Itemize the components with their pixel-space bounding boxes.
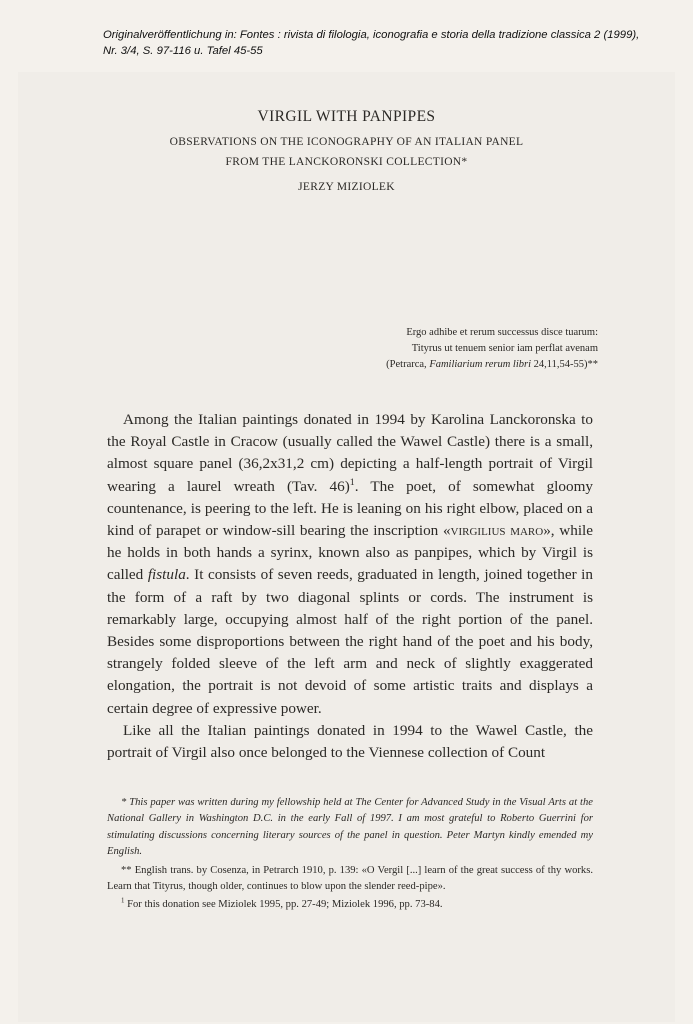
citation-line-2: Nr. 3/4, S. 97-116 u. Tafel 45-55 [103, 45, 263, 57]
body-paragraph-1: Among the Italian paintings donated in 1994 by Karolina Lanckoronska to the Royal Castle in Cracow (usually called the Wawel Castle) there is a small, almost square panel (36,2x31,2 cm) depicting a half-length portrait of Virgil wearing a laurel wreath (Tav. 46)$^1$. The poet, of somewhat gloomy countenance, is peering to the left. He is leaning on his right elbow, placed on a kind of parapet or window-sill bearing the inscription «virgilius maro», while he holds in both hands a syrinx, known also as panpipes, which by Virgil is called fistula. It consists of seven reeds, graduated in length, joined together in the form of a raft by two diagonal splints or cords. The instrument is remarkably large, occupying almost half of the right portion of the panel. Besides some disproportions between the right hand of the poet and his body, strangely folded sleeve of the left arm and neck of slightly exaggerated elongation, the portrait is not devoid of some artistic traits and displays a certain degree of expressive power. [107, 411, 594, 717]
epigraph-work-title: Familiarium rerum libri [429, 359, 532, 370]
footnote-1: $^1$ For this donation see Miziolek 1995, pp. 27-49; Miziolek 1996, pp. 73-84. [121, 897, 443, 911]
footnotes [107, 795, 593, 916]
epigraph-line-2: Tityrus ut tenuem senior iam perflat avenam [411, 343, 598, 354]
article-body [107, 409, 593, 764]
article-subtitle [0, 132, 693, 172]
article-author: JERZY MIZIOLEK [298, 181, 395, 193]
epigraph-line-1: Ergo adhibe et rerum successus disce tuarum: [406, 327, 598, 338]
citation-line-1: Originalveröffentlichung in: Fontes : rivista di filologia, iconografia e storia della tradizione classica 2 (1999), [103, 29, 640, 41]
subtitle-line-2: FROM THE LANCKORONSKI COLLECTION* [225, 156, 468, 168]
footnote-double-star: ** English trans. by Cosenza, in Petrarch 1910, p. 139: «O Vergil [...] learn of the great success of thy works. Learn that Tityrus, though older, continues to blow upon the slender reed-pipe». [107, 864, 593, 893]
citation-header [103, 27, 688, 59]
footnote-ref-1: 1 [349, 476, 355, 488]
term-fistula: fistula [147, 566, 186, 584]
footnote-1-number: 1 [121, 897, 125, 905]
body-paragraph-2: Like all the Italian paintings donated in 1994 to the Wawel Castle, the portrait of Virgil also once belonged to the Viennese collection of Count [107, 721, 593, 762]
epigraph-citation: (Petrarca, Familiarium rerum libri 24,11,54-55)** [386, 359, 598, 370]
epigraph [386, 325, 598, 373]
subtitle-line-1: OBSERVATIONS ON THE ICONOGRAPHY OF AN ITALIAN PANEL [169, 136, 524, 148]
article-title: VIRGIL WITH PANPIPES [257, 108, 436, 125]
footnote-star: * This paper was written during my fellowship held at The Center for Advanced Study in the Visual Arts at the National Gallery in Washington D.C. in the early Fall of 1997. I am most grateful to Roberto Guerrini for stimulating discussions concerning literary sources of the panel in question. Peter Martyn kindly emended my English. [107, 797, 593, 858]
inscription-text: «virgilius maro» [442, 522, 551, 540]
